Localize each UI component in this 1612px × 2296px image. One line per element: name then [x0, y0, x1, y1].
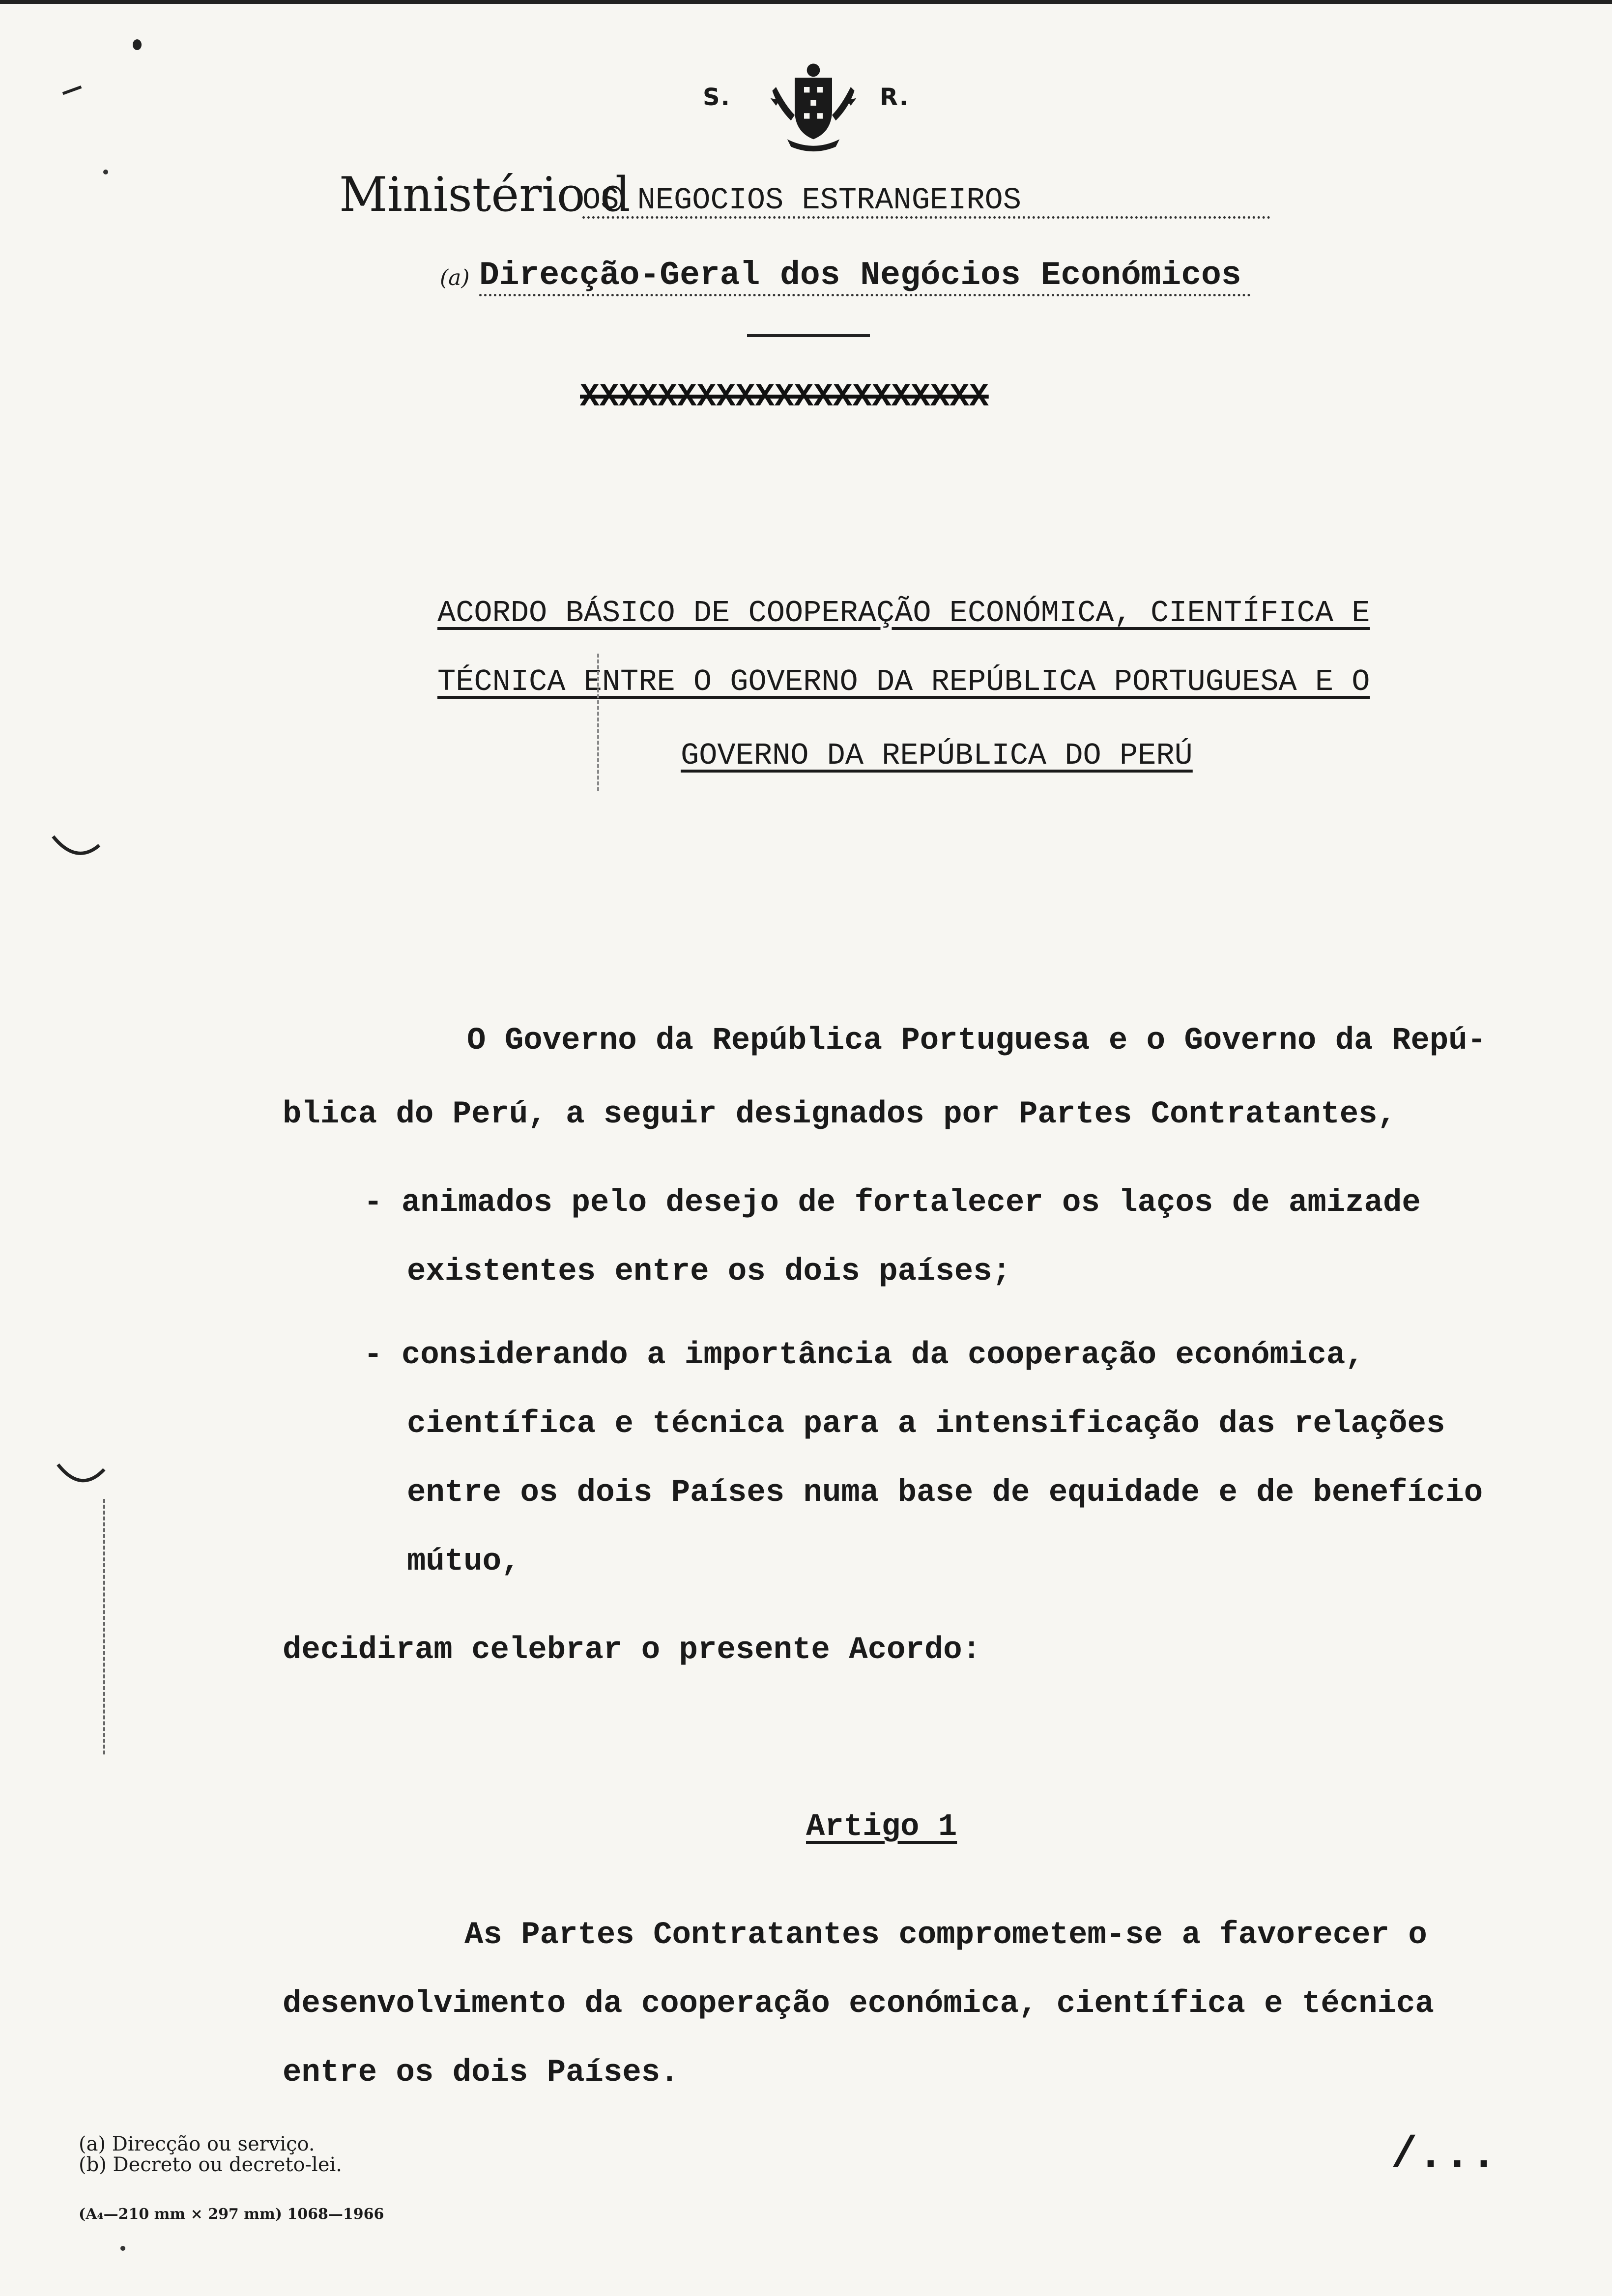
scan-scribble: [62, 86, 85, 104]
bullet-2-line-2: científica e técnica para a intensificação das relações: [407, 1406, 1445, 1442]
ministry-name: OS NEGOCIOS ESTRANGEIROS: [582, 183, 1021, 218]
top-edge-rule: [0, 0, 1612, 4]
separator-rule: [747, 334, 870, 337]
agreement-title-line-3: GOVERNO DA REPÚBLICA DO PERÚ: [681, 738, 1193, 773]
preamble-closing: decidiram celebrar o presente Acordo:: [283, 1633, 981, 1668]
continuation-mark: /...: [1391, 2130, 1497, 2181]
bullet-2-line-1: - considerando a importância da cooperação económica,: [364, 1338, 1364, 1373]
scan-dot: [120, 2246, 125, 2251]
article-1-line-2: desenvolvimento da cooperação económica, científica e técnica: [283, 1986, 1434, 2022]
service-name: Direcção-Geral dos Negócios Económicos: [479, 257, 1241, 294]
bullet-1-line-2: existentes entre os dois países;: [407, 1254, 1011, 1290]
struck-decree-line: XXXXXXXXXXXXXXXXXXXXX: [580, 378, 989, 415]
scan-dot: [103, 170, 108, 174]
margin-punch-mark-top: [49, 831, 103, 865]
margin-binding-line: [103, 1499, 107, 1754]
preamble-line-2: blica do Perú, a seguir designados por Partes Contratantes,: [283, 1097, 1396, 1132]
article-1-heading: Artigo 1: [806, 1809, 957, 1845]
bullet-2-line-3: entre os dois Países numa base de equidade e de benefício: [407, 1475, 1483, 1511]
coat-of-arms-icon: [767, 59, 860, 152]
letterhead-left-initial: S.: [703, 84, 731, 111]
ministry-label: Ministério d: [339, 167, 631, 222]
ministry-dotted-line: [582, 216, 1270, 219]
article-1-line-3: entre os dois Países.: [283, 2055, 679, 2091]
title-crease-line: [597, 654, 601, 791]
footnote-a: (a) Direcção ou serviço.: [79, 2133, 315, 2155]
service-footnote-mark: (a): [440, 265, 470, 290]
bullet-2-line-4: mútuo,: [407, 1544, 520, 1579]
letterhead-right-initial: R.: [880, 84, 910, 111]
paper-spec: (A₄—210 mm × 297 mm) 1068—1966: [79, 2206, 384, 2223]
preamble-line-1: O Governo da República Portuguesa e o Governo da Repú-: [467, 1023, 1486, 1059]
scan-dot: [133, 39, 142, 50]
footnote-b: (b) Decreto ou decreto-lei.: [79, 2153, 343, 2176]
agreement-title-line-2: TÉCNICA ENTRE O GOVERNO DA REPÚBLICA PORTUGUESA E O: [437, 664, 1370, 699]
article-1-line-1: As Partes Contratantes comprometem-se a favorecer o: [464, 1918, 1427, 1953]
bullet-1-line-1: - animados pelo desejo de fortalecer os laços de amizade: [364, 1185, 1421, 1221]
service-dotted-line: [479, 294, 1251, 296]
agreement-title-line-1: ACORDO BÁSICO DE COOPERAÇÃO ECONÓMICA, CIENTÍFICA E: [437, 596, 1370, 631]
margin-punch-mark-bottom: [54, 1455, 108, 1499]
